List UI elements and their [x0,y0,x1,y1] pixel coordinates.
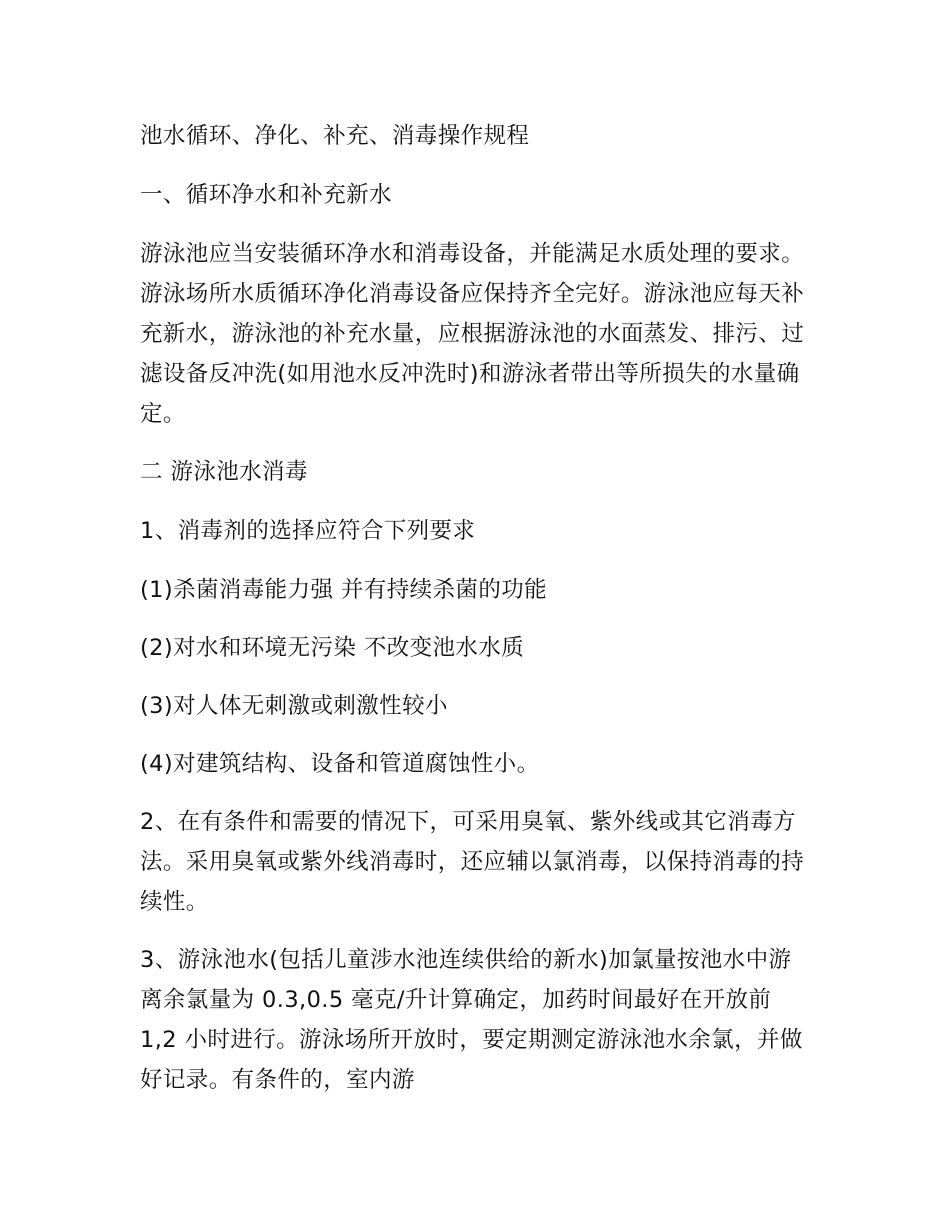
document-body [140,116,812,1118]
requirement-item: (4)对建筑结构、设备和管道腐蚀性小。 [140,751,540,777]
requirement-item: (1)杀菌消毒能力强 并有持续杀菌的功能 [140,577,548,603]
section-heading-disinfection: 二 游泳池水消毒 [140,459,308,485]
requirement-item: (3)对人体无刺激或刺激性较小 [140,693,448,719]
section-heading-circulation: 一、循环净水和补充新水 [140,182,392,208]
requirement-item: (2)对水和环境无污染 不改变池水水质 [140,635,525,661]
item-heading-disinfectant-selection: 1、消毒剂的选择应符合下列要求 [140,518,476,544]
paragraph-circulation: 游泳池应当安装循环净水和消毒设备，并能满足水质处理的要求。游泳场所水质循环净化消毒设备应保持齐全完好。游泳池应每天补充新水，游泳池的补充水量，应根据游泳池的水面蒸发、排污、过滤设备反冲洗(如用池水反冲洗时)和游泳者带出等所损失的水量确定。 [140,241,805,427]
paragraph-chlorine-dosage: 3、游泳池水(包括儿童涉水池连续供给的新水)加氯量按池水中游离余氯量为 0.3,0.5 毫克/升计算确定，加药时间最好在开放前 1,2 小时进行。游泳场所开放时，要定期测定游泳池水余氯，并做好记录。有条件的，室内游 [140,947,803,1093]
paragraph-alternative-methods: 2、在有条件和需要的情况下，可采用臭氧、紫外线或其它消毒方法。采用臭氧或紫外线消毒时，还应辅以氯消毒，以保持消毒的持续性。 [140,809,805,915]
document-title: 池水循环、净化、补充、消毒操作规程 [140,123,530,149]
